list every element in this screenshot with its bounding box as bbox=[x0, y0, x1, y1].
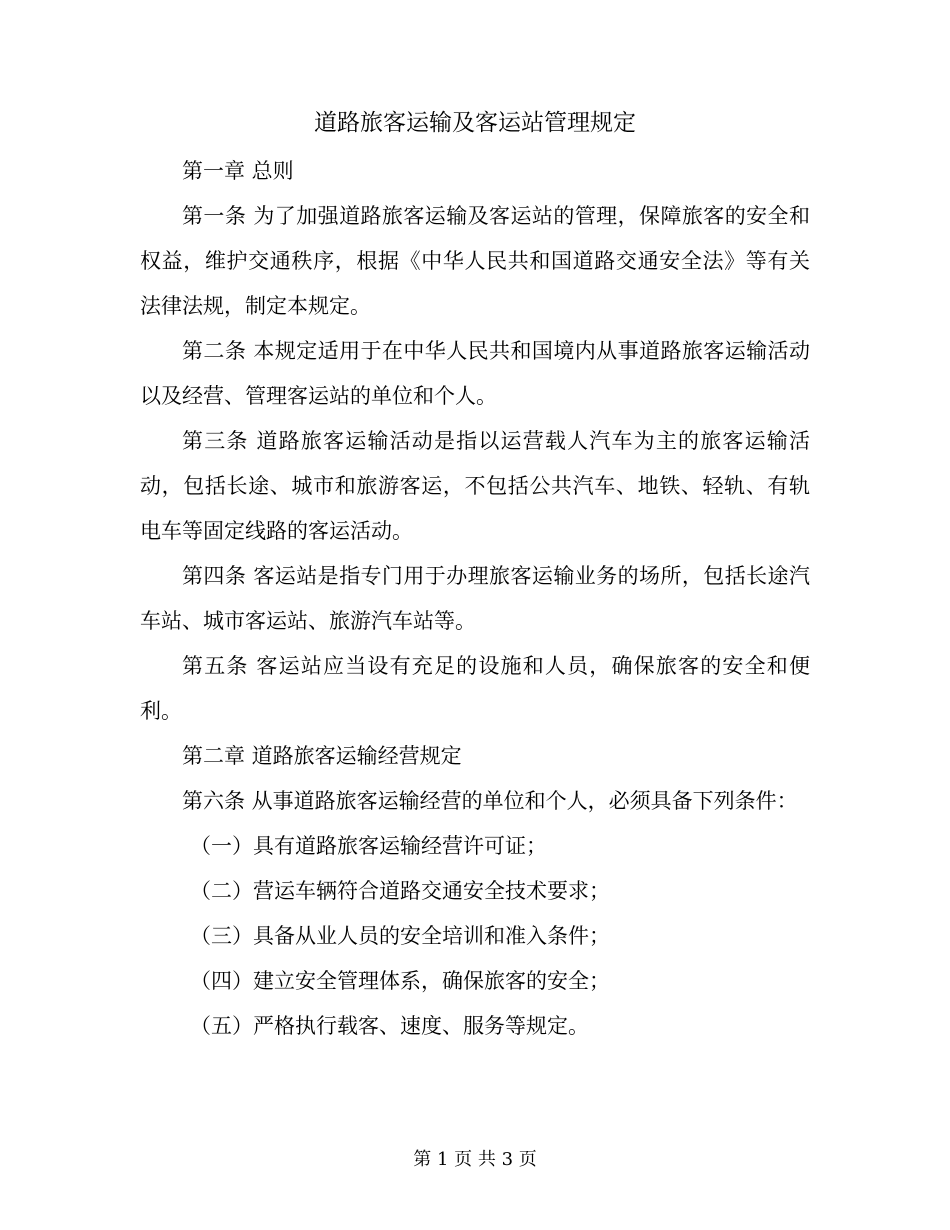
list-item: （三）具备从业人员的安全培训和准入条件； bbox=[190, 924, 610, 948]
list-item: （一）具有道路旅客运输经营许可证； bbox=[190, 834, 547, 858]
chapter-heading-1: 第一章 总则 bbox=[182, 159, 294, 183]
chapter-heading-2: 第二章 道路旅客运输经营规定 bbox=[182, 744, 462, 768]
article-4: 第四条 客运站是指专门用于办理旅客运输业务的场所，包括长途汽车站、城市客运站、旅游汽车站等。 bbox=[140, 564, 810, 633]
page-footer: 第 1 页 共 3 页 bbox=[413, 1149, 537, 1170]
article-5: 第五条 客运站应当设有充足的设施和人员，确保旅客的安全和便利。 bbox=[140, 654, 810, 723]
document-body bbox=[140, 149, 810, 1049]
article-1: 第一条 为了加强道路旅客运输及客运站的管理，保障旅客的安全和权益，维护交通秩序，根据《中华人民共和国道路交通安全法》等有关法律法规，制定本规定。 bbox=[140, 204, 810, 318]
article-2: 第二条 本规定适用于在中华人民共和国境内从事道路旅客运输活动以及经营、管理客运站的单位和个人。 bbox=[140, 339, 810, 408]
article-6: 第六条 从事道路旅客运输经营的单位和个人，必须具备下列条件： bbox=[182, 789, 798, 813]
list-item: （五）严格执行载客、速度、服务等规定。 bbox=[190, 1014, 589, 1038]
document-title: 道路旅客运输及客运站管理规定 bbox=[314, 110, 636, 136]
article-3: 第三条 道路旅客运输活动是指以运营载人汽车为主的旅客运输活动，包括长途、城市和旅游客运，不包括公共汽车、地铁、轻轨、有轨电车等固定线路的客运活动。 bbox=[140, 429, 810, 543]
list-item: （二）营运车辆符合道路交通安全技术要求； bbox=[190, 879, 610, 903]
list-item: （四）建立安全管理体系，确保旅客的安全； bbox=[190, 969, 610, 993]
